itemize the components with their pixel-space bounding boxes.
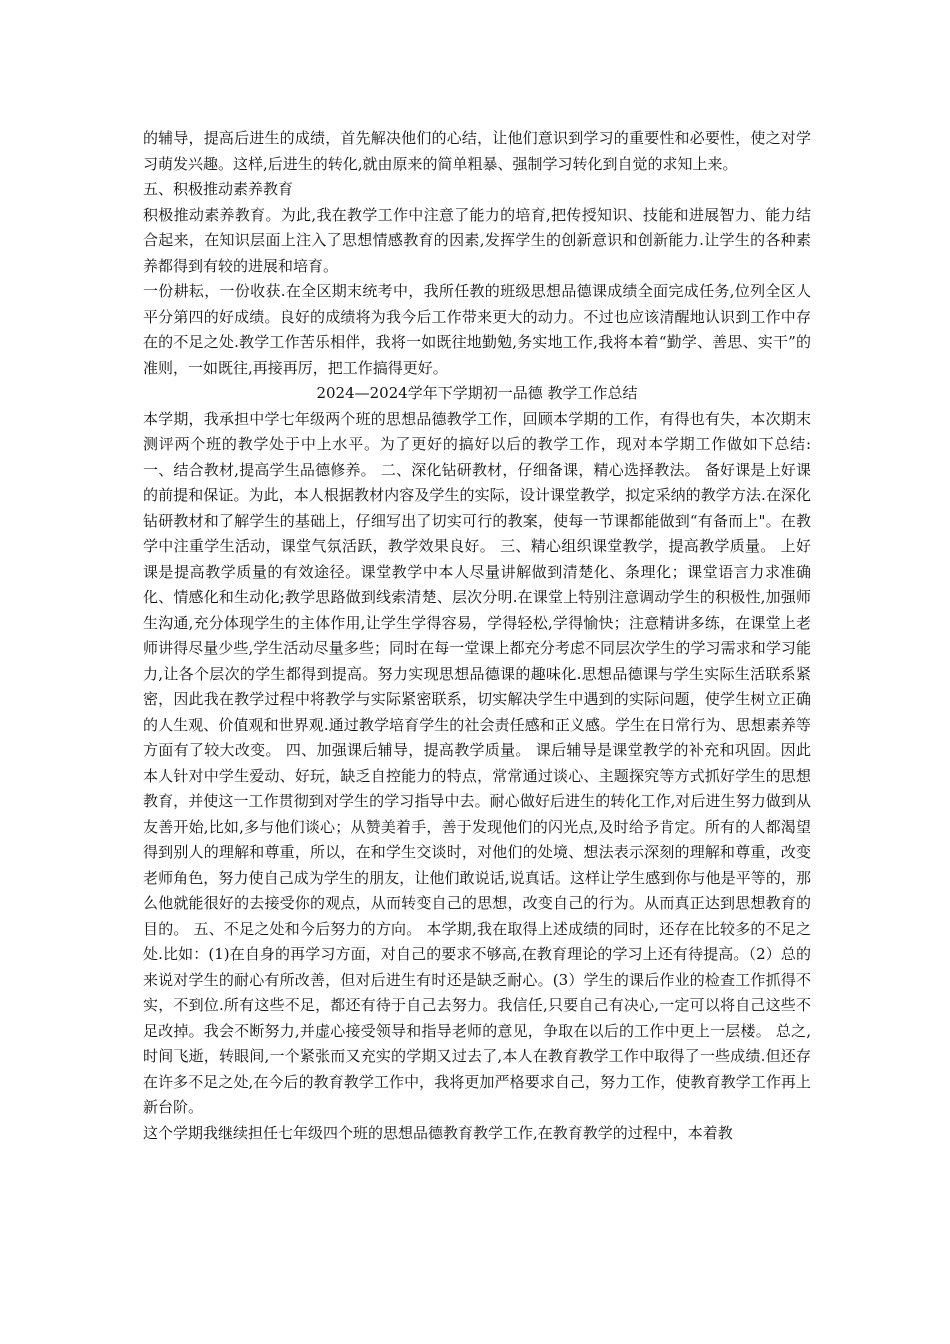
paragraph-next-summary: 这个学期我继续担任七年级四个班的思想品德教育教学工作,在教育教学的过程中，本着教 [143, 1123, 733, 1142]
paragraph-results: 一份耕耘，一份收获.在全区期末统考中，我所任教的班级思想品德课成绩全面完成任务,位列全区人平分第四的好成绩。良好的成绩将为我今后工作带来更大的动力。不过也应该清醒地认识到工作中存在的不足之处.教学工作苦乐相伴，我将一如既往地勤勉,务实地工作,我将本着“勤学、善思、实干”的准则，一如既往,再接再厉，把工作搞得更好。 [143, 282, 811, 377]
section-heading-quality-education: 五、积极推动素养教育 [143, 180, 294, 198]
paragraph-quality-education: 积极推动素养教育。为此,我在教学工作中注意了能力的培育,把传授知识、技能和进展智力、能力结合起来，在知识层面上注入了思想情感教育的因素,发挥学生的创新意识和创新能力.让学生的各种素养都得到有较的进展和培育。 [143, 205, 811, 275]
paragraph-tutoring: 的辅导，提高后进生的成绩，首先解决他们的心结，让他们意识到学习的重要性和必要性，使之对学习萌发兴趣。这样,后进生的转化,就由原来的简单粗暴、强制学习转化到自觉的求知上来。 [143, 129, 811, 173]
paragraph-semester-summary: 本学期，我承担中学七年级两个班的思想品德教学工作，回顾本学期的工作，有得也有失，本次期末测评两个班的教学处于中上水平。为了更好的搞好以后的教学工作，现对本学期工作做如下总结: 一、结合教材,提高学生品德修养。 二、深化钻研教材，仔细备课，精心选择教法。 备好课是上好课的前提和保证。为此，本人根据教材内容及学生的实际，设计课堂教学，拟定采纳的教学方法.在深化钻研教材和了解学生的基础上，仔细写出了切实可行的教案，使每一节课都能做到“有备而上"。在教学中注重学生活动，课堂气氛活跃，教学效果良好。 三、精心组织课堂教学，提高教学质量。 上好课是提高教学质量的有效途径。课堂教学中本人尽量讲解做到清楚化、条理化；课堂语言力求准确化、情感化和生动化;教学思路做到线索清楚、层次分明.在课堂上特别注意调动学生的积极性,加强师生沟通,充分体现学生的主体作用,让学生学得容易，学得轻松,学得愉快；注意精讲多练，在课堂上老师讲得尽量少些,学生活动尽量多些；同时在每一堂课上都充分考虑不同层次学生的学习需求和学习能力,让各个层次的学生都得到提高。努力实现思想品德课的趣味化.思想品德课与学生实际生活联系紧密，因此我在教学过程中将教学与实际紧密联系，切实解决学生中遇到的实际问题，使学生树立正确的人生观、价值观和世界观.通过教学培育学生的社会责任感和正义感。学生在日常行为、思想素养等方面有了较大改变。 四、加强课后辅导，提高教学质量。 课后辅导是课堂教学的补充和巩固。因此本人针对中学生爱动、好玩，缺乏自控能力的特点，常常通过谈心、主题探究等方式抓好学生的思想教育，并使这一工作贯彻到对学生的学习指导中去。耐心做好后进生的转化工作,对后进生努力做到从友善开始,比如,多与他们谈心；从赞美着手，善于发现他们的闪光点,及时给予肯定。所有的人都渴望得到别人的理解和尊重，所以，在和学生交谈时，对他们的处境、想法表示深刻的理解和尊重，改变老师角色，努力使自己成为学生的朋友，让他们敢说话,说真话。这样让学生感到你与他是平等的，那么他就能很好的去接受你的观点，从而转变自己的思想，改变自己的行为。从而真正达到思想教育的目的。 五、不足之处和今后努力的方向。 本学期,我在取得上述成绩的同时，还存在比较多的不足之处.比如：(1)在自身的再学习方面，对自己的要求不够高,在教育理论的学习上还有待提高。（2）总的来说对学生的耐心有所改善，但对后进生有时还是缺乏耐心。(3）学生的课后作业的检查工作抓得不实，不到位.所有这些不足，都还有待于自己去努力。我信任,只要自己有决心,一定可以将自己这些不足改掉。我会不断努力,并虚心接受领导和指导老师的意见，争取在以后的工作中更上一层楼。 总之,时间飞逝，转眼间,一个紧张而又充实的学期又过去了,本人在教育教学工作中取得了一些成绩.但还存在许多不足之处,在今后的教育教学工作中，我将更加严格要求自己，努力工作，使教育教学工作再上新台阶。 [143, 409, 811, 1116]
document-page [143, 126, 811, 1146]
document-title: 2024—2024学年下学期初一品德 教学工作总结 [316, 384, 638, 402]
